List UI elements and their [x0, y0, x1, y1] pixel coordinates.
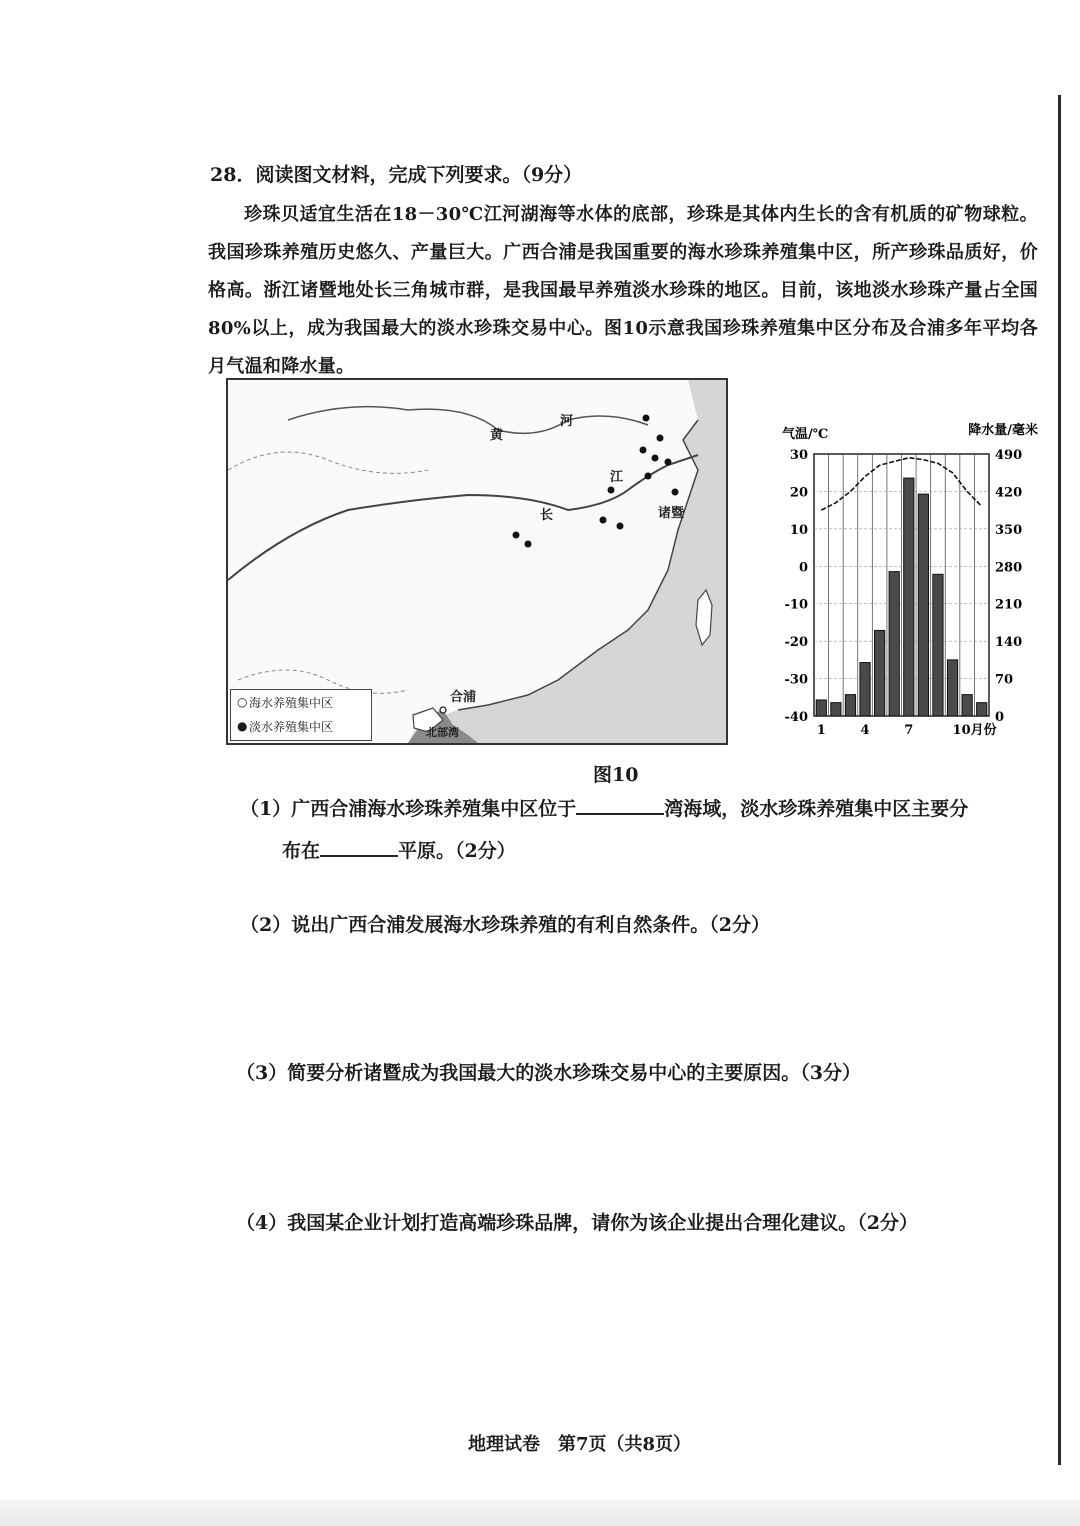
map-label-jiang: 江 — [610, 470, 624, 485]
legend-freshwater-label: 淡水养殖集中区 — [249, 719, 334, 734]
question-title: 28．阅读图文材料，完成下列要求。（9分） — [210, 164, 583, 186]
map-legend — [230, 689, 372, 741]
pearl-farming-map — [226, 378, 726, 743]
freshwater-point — [643, 415, 650, 422]
temperature-tick-label: 20 — [789, 485, 808, 501]
precipitation-tick-label: 280 — [995, 560, 1023, 576]
temperature-tick-label: -30 — [784, 672, 808, 688]
freshwater-point — [665, 459, 672, 466]
precipitation-tick-label: 420 — [995, 485, 1023, 501]
map-label-beibuwan: 北部湾 — [426, 726, 459, 739]
temperature-tick-label: 0 — [798, 560, 808, 576]
precipitation-bar — [933, 574, 943, 716]
precipitation-tick-label: 210 — [995, 597, 1023, 613]
climate-chart-svg — [780, 420, 1040, 750]
precipitation-tick-label: 0 — [995, 710, 1005, 725]
seawater-farming-points — [440, 707, 446, 713]
seawater-point — [440, 707, 446, 713]
q1-text-d: 平原。（2分） — [398, 840, 516, 862]
temperature-tick-label: 10 — [789, 522, 808, 538]
precipitation-tick-label: 350 — [995, 522, 1023, 538]
temperature-axis-label: 气温/℃ — [782, 427, 829, 442]
freshwater-point — [640, 447, 647, 454]
q1-text-c: 布在 — [282, 840, 321, 862]
yangtze-river — [228, 455, 698, 580]
q1-text-b: 湾海域，淡水珍珠养殖集中区主要分 — [664, 798, 969, 820]
freshwater-point — [657, 435, 664, 442]
map-label-zhuji: 诸暨 — [658, 506, 685, 521]
precipitation-tick-label: 70 — [995, 672, 1014, 688]
precipitation-bar — [831, 703, 841, 716]
answer-blank-1[interactable] — [576, 797, 664, 815]
month-tick-label: 7 — [904, 723, 914, 738]
open-circle-icon: ○ — [237, 695, 248, 709]
freshwater-farming-points — [513, 415, 679, 548]
precipitation-tick-label: 490 — [995, 448, 1023, 463]
q1-text-a: （1）广西合浦海水珍珠养殖集中区位于 — [240, 798, 577, 820]
map-label-hepu: 合浦 — [450, 690, 477, 705]
map-frame — [226, 378, 728, 745]
freshwater-point — [617, 523, 624, 530]
filled-circle-icon: ● — [237, 719, 248, 733]
sub-question-1-line1 — [240, 794, 968, 821]
legend-freshwater — [231, 714, 371, 738]
precipitation-bar — [875, 630, 885, 716]
sub-question-2: （2）说出广西合浦发展海水珍珠养殖的有利自然条件。（2分） — [240, 914, 770, 936]
question-paragraph: 珍珠贝适宜生活在18－30℃江河湖海等水体的底部，珍珠是其体内生长的含有机质的矿物球粒。我国珍珠养殖历史悠久、产量巨大。广西合浦是我国重要的海水珍珠养殖集中区，所产珍珠品质好，价格高。浙江诸暨地处长三角城市群，是我国最早养殖淡水珍珠的地区。目前，该地淡水珍珠产量占全国80%以上，成为我国最大的淡水珍珠交易中心。图10示意我国珍珠养殖集中区分布及合浦多年平均各月气温和降水量。 — [208, 204, 1038, 377]
legend-seawater — [231, 690, 371, 714]
answer-blank-2[interactable] — [320, 839, 398, 857]
precipitation-bar — [918, 494, 928, 716]
precipitation-bar — [845, 695, 855, 716]
freshwater-point — [600, 517, 607, 524]
month-tick-label: 4 — [860, 723, 870, 738]
sub-question-4: （4）我国某企业计划打造高端珍珠品牌，请你为该企业提出合理化建议。（2分） — [236, 1212, 918, 1234]
precipitation-bar — [977, 703, 987, 716]
precipitation-bar — [816, 700, 826, 716]
temperature-tick-label: -40 — [784, 710, 808, 725]
legend-seawater-label: 海水养殖集中区 — [249, 695, 334, 710]
month-tick-label: 1 — [816, 723, 826, 738]
sub-question-3: （3）简要分析诸暨成为我国最大的淡水珍珠交易中心的主要原因。（3分） — [236, 1062, 861, 1084]
freshwater-point — [513, 532, 520, 539]
freshwater-point — [645, 473, 652, 480]
freshwater-point — [652, 455, 659, 462]
sub-question-1-line2 — [282, 836, 516, 863]
precipitation-bar — [947, 660, 957, 716]
page-footer: 地理试卷 第7页（共8页） — [468, 1434, 692, 1455]
temperature-tick-label: -20 — [784, 635, 808, 651]
precipitation-bar — [889, 572, 899, 716]
precipitation-bar — [904, 478, 914, 716]
freshwater-point — [525, 541, 532, 548]
figure-caption: 图10 — [593, 764, 639, 786]
precipitation-bar — [962, 695, 972, 716]
page-edge-line — [1058, 95, 1061, 1465]
temperature-tick-label: 30 — [789, 448, 808, 463]
scan-bottom-shadow — [0, 1500, 1080, 1526]
yellow-river — [288, 407, 648, 434]
temperature-tick-label: -10 — [784, 597, 808, 613]
map-label-he: 河 — [560, 414, 574, 429]
precipitation-bar — [860, 663, 870, 716]
precipitation-tick-label: 140 — [995, 635, 1023, 651]
climate-chart — [780, 420, 1040, 750]
freshwater-point — [608, 487, 615, 494]
boundary-lines — [228, 452, 428, 693]
map-label-chang: 长 — [540, 508, 554, 523]
map-label-huang: 黄 — [490, 428, 504, 443]
freshwater-point — [672, 489, 679, 496]
precipitation-axis-label: 降水量/毫米 — [968, 423, 1038, 438]
month-tick-label: 10月份 — [952, 723, 997, 738]
